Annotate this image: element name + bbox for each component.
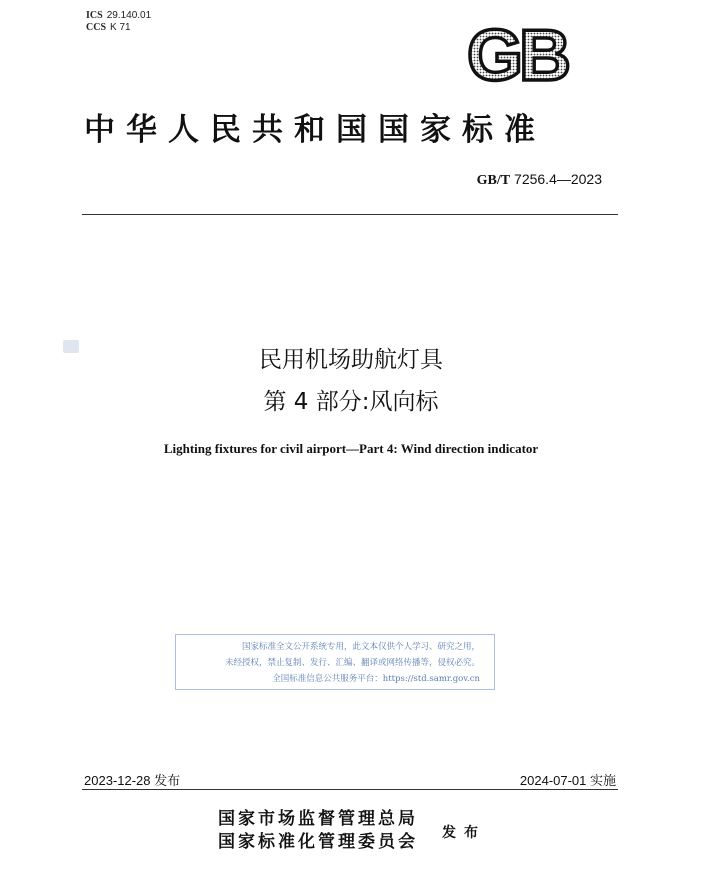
gb-logo xyxy=(452,20,582,88)
notice-link[interactable]: 全国标准信息公共服务平台：https://std.samr.gov.cn xyxy=(272,674,480,684)
gb-logo-text: GB xyxy=(467,20,567,88)
copyright-notice xyxy=(175,634,495,690)
notice-line: 国家标准全文公开系统专用，此文本仅供个人学习、研究之用， xyxy=(241,642,480,652)
title-cn-line2: 第 4 部分:风向标 xyxy=(263,389,439,415)
standard-type-title: 中华人民共和国国家标准 xyxy=(84,112,546,148)
publish-label: 发布 xyxy=(442,825,486,841)
notice-line: 未经授权，禁止复制、发行、汇编、翻译或网络传播等，侵权必究。 xyxy=(224,658,480,668)
top-divider xyxy=(82,214,618,215)
ics-code: ICS 29.140.01 xyxy=(86,10,152,21)
title-cn-line1: 民用机场助航灯具 xyxy=(259,347,443,373)
title-en: Lighting fixtures for civil airport—Part 4: Wind direction indicator xyxy=(163,441,539,456)
classification-codes xyxy=(86,10,151,34)
issuer-line: 国家标准化管理委员会 xyxy=(218,832,418,852)
implementation-date: 2024-07-01 实施 xyxy=(519,773,616,788)
standard-code: GB/T 7256.4—2023 xyxy=(476,171,602,188)
issue-date: 2023-12-28 发布 xyxy=(84,773,181,788)
issuer-line: 国家市场监督管理总局 xyxy=(218,809,418,829)
issuing-authorities xyxy=(218,808,418,854)
bottom-divider xyxy=(82,789,618,790)
ccs-code: CCS K 71 xyxy=(86,22,131,33)
